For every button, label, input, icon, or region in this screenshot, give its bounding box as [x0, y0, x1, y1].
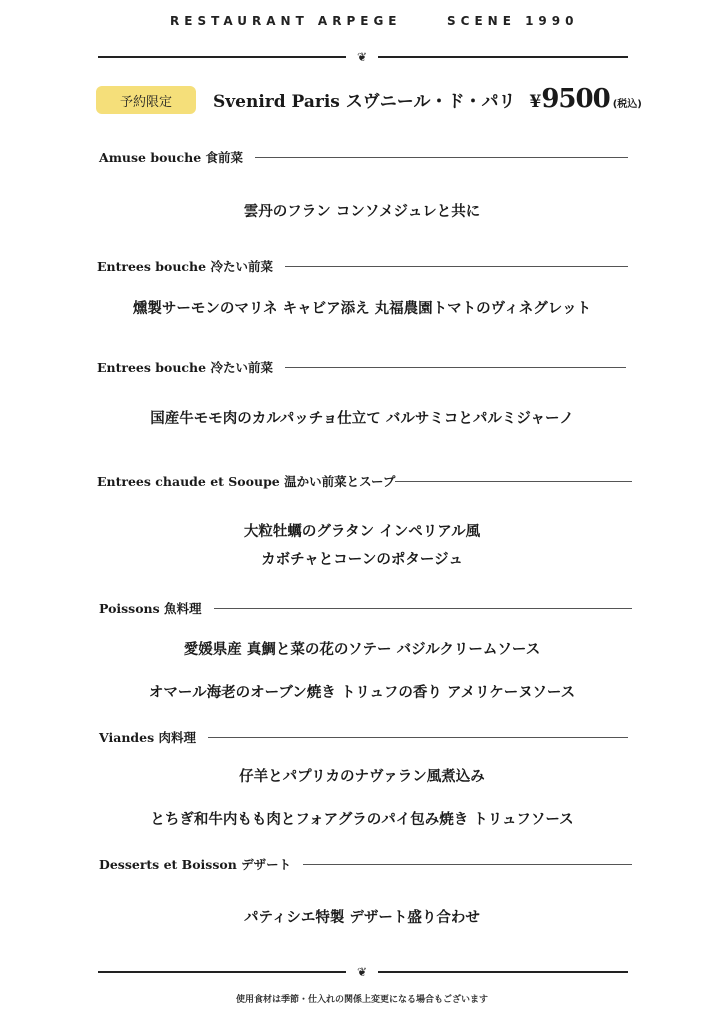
- section-viandes: [99, 728, 628, 746]
- dish-item: 愛媛県産 真鯛と菜の花のソテー バジルクリームソース: [183, 641, 541, 658]
- section-entrees-cold-2: [97, 358, 626, 376]
- section-label: Viandes 肉料理: [99, 730, 196, 745]
- footer-note: 使用食材は季節・仕入れの関係上変更になる場合もございます: [235, 995, 488, 1005]
- restaurant-name: RESTAURANT ARPEGE: [170, 14, 402, 28]
- section-entrees-warm-soup: [97, 472, 632, 490]
- section-rule: [285, 367, 626, 368]
- section-rule: [208, 737, 628, 738]
- section-label: Desserts et Boisson デザート: [99, 857, 292, 872]
- dish-item: 大粒牡蠣のグラタン インペリアル風: [243, 523, 481, 540]
- course-title: Svenird Paris スヴニール・ド・パリ: [213, 92, 516, 112]
- course-price: 9500: [541, 84, 610, 114]
- section-label: Entrees chaude et Sooupe 温かい前菜とスープ: [97, 474, 396, 489]
- section-label: Amuse bouche 食前菜: [99, 150, 244, 165]
- fleur-ornament-icon: ❦: [346, 50, 378, 64]
- dish-item: パティシエ特製 デザート盛り合わせ: [244, 909, 480, 926]
- section-label: Entrees bouche 冷たい前菜: [97, 360, 273, 375]
- section-rule: [255, 157, 628, 158]
- dish-item: 仔羊とパプリカのナヴァラン風煮込み: [239, 768, 485, 785]
- dish-item: 燻製サーモンのマリネ キャビア添え 丸福農園トマトのヴィネグレット: [132, 300, 592, 317]
- section-label: Entrees bouche 冷たい前菜: [97, 259, 273, 274]
- dish-item: カボチャとコーンのポタージュ: [261, 551, 463, 568]
- section-amuse-bouche: [99, 148, 628, 166]
- section-rule: [214, 608, 632, 609]
- scene-label: SCENE 1990: [447, 14, 579, 28]
- dish-item: オマール海老のオーブン焼き トリュフの香り アメリケーヌソース: [148, 684, 576, 701]
- section-entrees-cold-1: [97, 257, 628, 275]
- fleur-ornament-icon: ❦: [346, 965, 378, 979]
- section-label: Poissons 魚料理: [99, 601, 202, 616]
- section-desserts: [99, 855, 632, 873]
- course-title-row: [213, 84, 642, 114]
- section-rule: [395, 481, 632, 482]
- section-rule: [285, 266, 628, 267]
- price-currency: ¥: [529, 92, 542, 112]
- section-poissons: [99, 599, 632, 617]
- dish-item: 国産牛モモ肉のカルパッチョ仕立て バルサミコとパルミジャーノ: [150, 410, 574, 427]
- price-tax-note: (税込): [612, 99, 642, 110]
- section-rule: [303, 864, 632, 865]
- dish-item: とちぎ和牛内もも肉とフォアグラのパイ包み焼き トリュフソース: [150, 811, 574, 828]
- dish-item: 雲丹のフラン コンソメジュレと共に: [243, 203, 481, 220]
- reservation-only-badge: 予約限定: [96, 86, 196, 114]
